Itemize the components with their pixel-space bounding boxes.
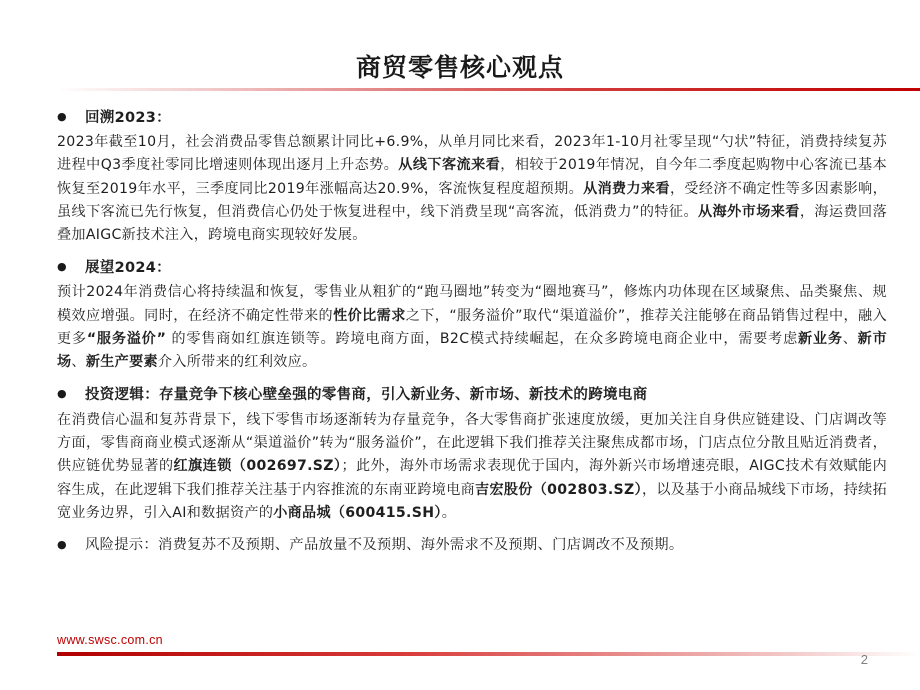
- risk-text: 风险提示：消费复苏不及预期、产品放量不及预期、海外需求不及预期、门店调改不及预期。: [85, 537, 684, 554]
- emphasis-text: 新市场: [57, 331, 888, 371]
- slide-title: 商贸零售核心观点: [355, 53, 564, 82]
- section-header: [57, 381, 887, 407]
- emphasis-text: 新生产要素: [85, 354, 158, 371]
- bullet-icon: ●: [57, 109, 67, 123]
- body-text: 的零售商如红旗连锁等。跨境电商方面，B2C模式持续崛起，在众多跨境电商企业中，需要考虑: [166, 331, 798, 348]
- body-text: 、: [842, 331, 858, 348]
- body-text: ，相较于2019年情况，自今年二季度起购物中心客流已基本恢复至2019年水平，三季度同比2019年涨幅高达20.9%，客流恢复程度超预期。: [57, 157, 887, 197]
- body-text: ，海运费回落叠加AIGC新技术注入，跨境电商实现较好发展。: [57, 203, 887, 244]
- section-header: [57, 253, 887, 279]
- emphasis-text: “服务溢价”: [86, 331, 167, 348]
- emphasis-text: 吉宏股份（002803.SZ）: [475, 481, 642, 498]
- slide-content: [57, 103, 887, 557]
- section-header: [57, 103, 887, 129]
- body-text: 介入所带来的红利效应。: [157, 354, 317, 371]
- bullet-icon: ●: [57, 537, 67, 551]
- bullet-icon: ●: [57, 387, 67, 401]
- body-text: 2023年截至10月，社会消费品零售总额累计同比+6.9%，从单月同比来看，2023年1-10月社零呈现“勺状”特征，消费持续复苏进程中Q3季度社零同比增速则体现出逐月上升态势。: [57, 134, 887, 174]
- section-title: 投资逻辑：存量竞争下核心壁垒强的零售商，引入新业务、新市场、新技术的跨境电商: [85, 387, 648, 404]
- emphasis-text: 从线下客流来看: [398, 157, 501, 174]
- section-body: [57, 281, 887, 374]
- bullet-icon: ●: [57, 259, 67, 273]
- body-text: 、: [71, 354, 86, 371]
- emphasis-text: 小商品城（600415.SH）: [273, 504, 442, 521]
- footer-url[interactable]: www.swsc.com.cn: [57, 633, 163, 647]
- title-bar: [0, 0, 920, 108]
- emphasis-text: 红旗连锁（002697.SZ）: [173, 458, 342, 475]
- body-text: 预计2024年消费信心将持续温和恢复，零售业从粗犷的“跑马圈地”转变为“圈地赛马”，修炼内功体现在区域聚焦、品类聚焦、规模效应增强。同时，在经济不确定性带来的: [57, 284, 887, 324]
- body-text: ，受经济不确定性等多因素影响，虽线下客流已先行恢复，但消费信心仍处于恢复进程中，线下消费呈现“高客流，低消费力”的特征。: [57, 180, 887, 220]
- emphasis-text: 从消费力来看: [583, 180, 670, 197]
- title-divider: [57, 88, 920, 91]
- emphasis-text: 新业务: [798, 331, 843, 348]
- section-title: 展望2024：: [85, 259, 171, 276]
- body-text: 在消费信心温和复苏背景下，线下零售市场逐渐转为存量竞争，各大零售商扩张速度放缓，更加关注自身供应链建设、门店调改等方面，零售商商业模式逐渐从“渠道溢价”转为“服务溢价”，在此逻辑下我们推荐关注聚焦成都市场，门店点位分散且贴近消费者，供应链优势显著的: [57, 411, 887, 475]
- section-body: [57, 131, 887, 247]
- section-outlook-2024: [57, 253, 887, 374]
- section-review-2023: [57, 103, 887, 247]
- body-text: 之下，“服务溢价”取代“渠道溢价”，推荐关注能够在商品销售过程中，融入更多: [57, 307, 887, 348]
- section-title: 回溯2023：: [85, 109, 171, 126]
- section-body: [57, 409, 887, 525]
- emphasis-text: 从海外市场来看: [698, 203, 800, 220]
- body-text: ；此外，海外市场需求表现优于国内，海外新兴市场增速亮眼，AIGC技术有效赋能内容生成，在此逻辑下我们推荐关注基于内容推流的东南亚跨境电商: [57, 458, 888, 498]
- footer-divider: [57, 652, 920, 656]
- section-investment-logic: [57, 381, 887, 525]
- page-number: 2: [860, 652, 868, 667]
- risk-warning: [57, 531, 887, 557]
- emphasis-text: 性价比需求: [333, 307, 406, 324]
- body-text: 。: [441, 504, 457, 521]
- body-text: ，以及基于小商品城线下市场，持续拓宽业务边界，引入AI和数据资产的: [57, 481, 887, 521]
